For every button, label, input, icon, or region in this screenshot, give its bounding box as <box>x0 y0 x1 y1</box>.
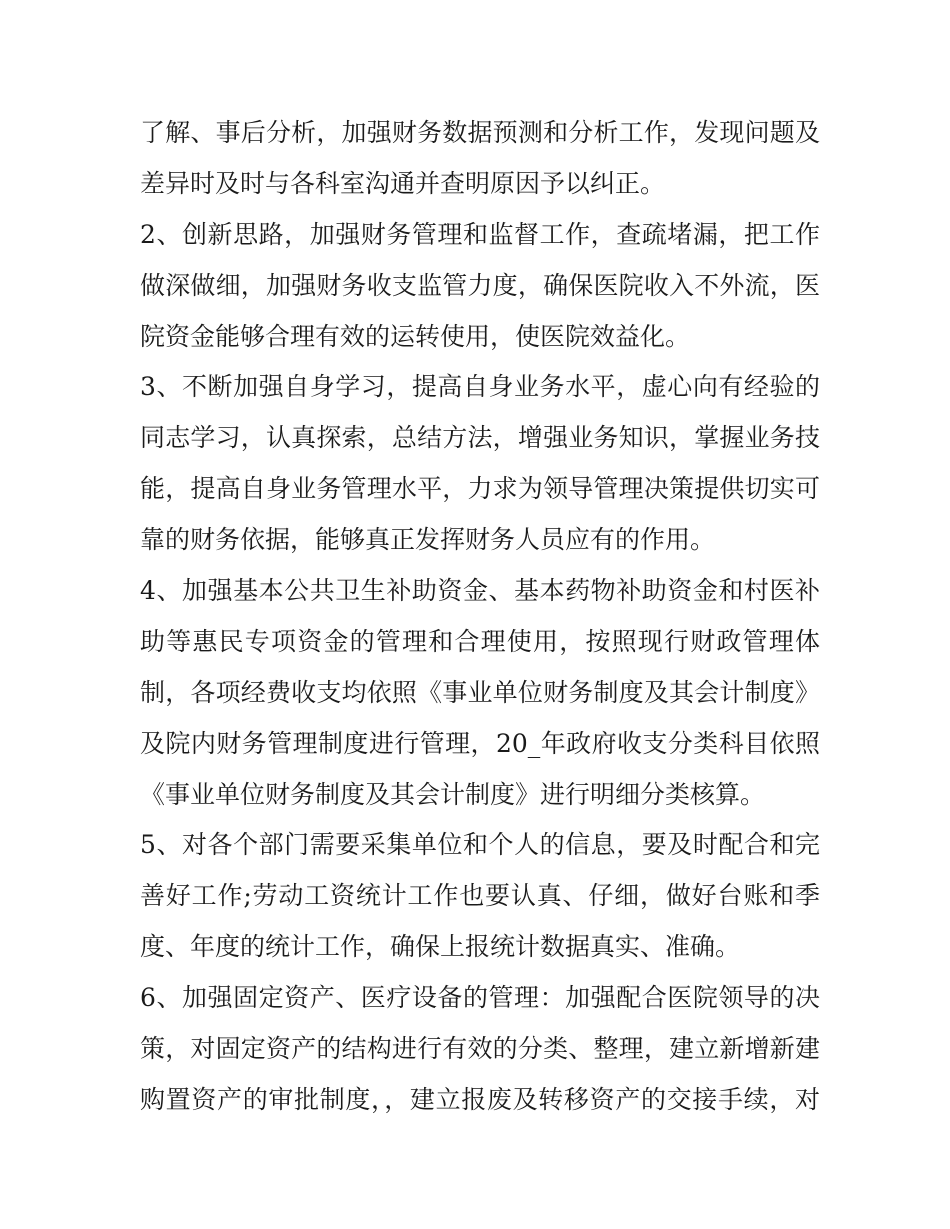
text-line: 善好工作;劳动工资统计工作也要认真、仔细，做好台账和季 <box>140 881 820 911</box>
text-line: 靠的财务依据，能够真正发挥财务人员应有的作用。 <box>140 525 716 555</box>
text-line: 6、加强固定资产、医疗设备的管理：加强配合医院领导的决 <box>140 983 820 1013</box>
text-line: 4、加强基本公共卫生补助资金、基本药物补助资金和村医补 <box>140 576 820 606</box>
text-line: 差异时及时与各科室沟通并查明原因予以纠正。 <box>140 168 666 198</box>
text-line: 了解、事后分析，加强财务数据预测和分析工作，发现问题及 <box>140 118 820 147</box>
text-line: 2、创新思路，加强财务管理和监督工作，查疏堵漏，把工作 <box>140 219 820 249</box>
text-line: 及院内财务管理制度进行管理，20_年政府收支分类科目依照 <box>140 728 820 758</box>
text-line: 3、不断加强自身学习，提高自身业务水平，虚心向有经验的 <box>140 372 820 402</box>
text-line: 助等惠民专项资金的管理和合理使用，按照现行财政管理体 <box>140 626 820 656</box>
text-line: 购置资产的审批制度，，建立报废及转移资产的交接手续，对 <box>140 1084 820 1114</box>
text-line: 《事业单位财务制度及其会计制度》进行明细分类核算。 <box>140 779 766 809</box>
document-body <box>140 108 820 1126</box>
text-line: 策，对固定资产的结构进行有效的分类、整理，建立新增新建 <box>140 1034 820 1064</box>
text-line: 制，各项经费收支均依照《事业单位财务制度及其会计制度》 <box>140 677 820 707</box>
text-line: 同志学习，认真探索，总结方法，增强业务知识，掌握业务技 <box>140 423 820 453</box>
text-line: 院资金能够合理有效的运转使用，使医院效益化。 <box>140 321 691 351</box>
text-line: 度、年度的统计工作，确保上报统计数据真实、准确。 <box>140 932 741 962</box>
text-line: 能，提高自身业务管理水平，力求为领导管理决策提供切实可 <box>140 474 820 504</box>
text-line: 5、对各个部门需要采集单位和个人的信息，要及时配合和完 <box>140 830 820 860</box>
text-line: 做深做细，加强财务收支监管力度，确保医院收入不外流，医 <box>140 270 820 300</box>
